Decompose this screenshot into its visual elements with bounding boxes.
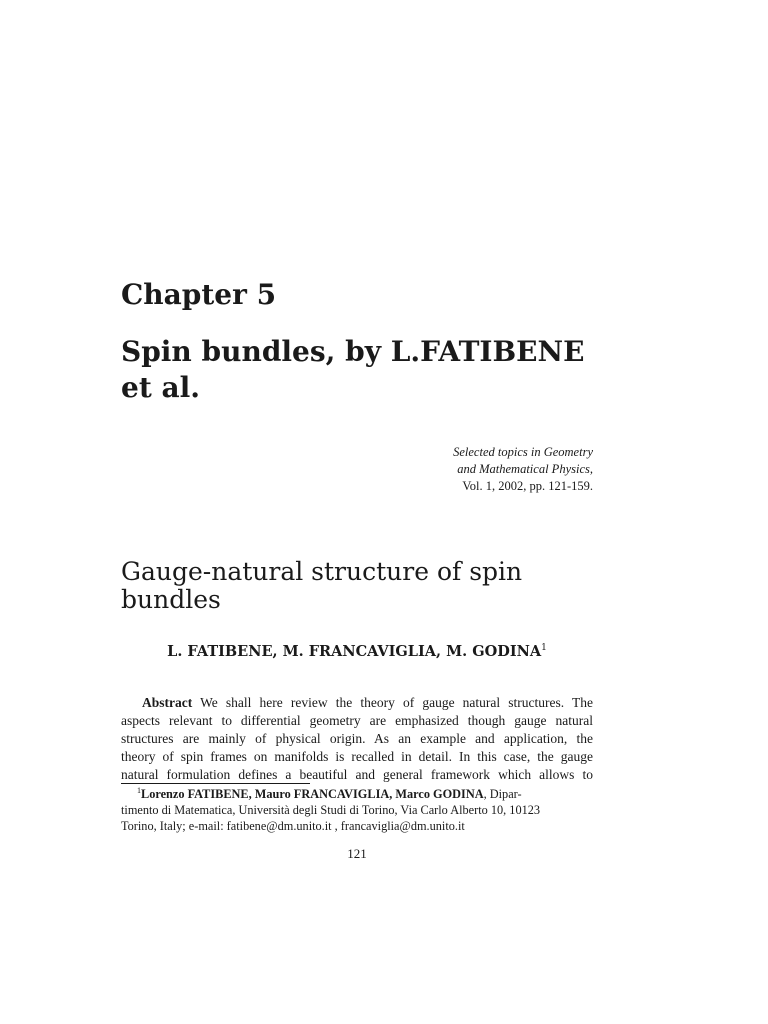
abstract-line	[121, 694, 593, 712]
abstract-line: aspects relevant to differential geometry are emphasized though gauge natural	[121, 713, 593, 728]
page-number: 121	[347, 846, 367, 861]
abstract-line: structures are mainly of physical origin. As an example and application, the	[121, 731, 593, 746]
author-names: L. FATIBENE, M. FRANCAVIGLIA, M. GODINA	[167, 643, 542, 660]
abstract	[121, 694, 593, 784]
paper-title-line: Gauge-natural structure of spin	[121, 557, 523, 586]
chapter-title-line: Spin bundles, by L.FATIBENE	[121, 335, 585, 368]
abstract-text: We shall here review the theory of gauge natural structures. The	[200, 695, 594, 710]
author-list	[121, 642, 593, 662]
source-note-line: and Mathematical Physics,	[457, 462, 593, 476]
source-note-line: Selected topics in Geometry	[453, 445, 593, 459]
chapter-label: Chapter 5	[121, 278, 277, 311]
paper-title	[121, 558, 601, 614]
source-note-line: Vol. 1, 2002, pp. 121-159.	[462, 479, 593, 493]
paper-title-line: bundles	[121, 585, 221, 614]
footnote	[121, 786, 593, 834]
footnote-mark: 1	[137, 786, 141, 795]
footnote-text: , Dipar-	[483, 787, 522, 801]
abstract-line: theory of spin frames on manifolds is recalled in detail. In this case, the gauge	[121, 749, 593, 764]
footnote-line	[121, 786, 593, 802]
chapter-title	[121, 334, 601, 406]
footnote-author-names: Lorenzo FATIBENE, Mauro FRANCAVIGLIA, Marco GODINA	[141, 787, 484, 801]
source-note	[380, 444, 593, 495]
footnote-line: Torino, Italy; e-mail: fatibene@dm.unito.it , francaviglia@dm.unito.it	[121, 819, 465, 833]
footnote-mark: 1	[541, 643, 547, 653]
abstract-line: natural formulation defines a beautiful and general framework which allows to	[121, 767, 593, 782]
abstract-heading: Abstract	[142, 695, 193, 710]
footnote-line: timento di Matematica, Università degli Studi di Torino, Via Carlo Alberto 10, 10123	[121, 803, 541, 817]
chapter-title-line: et al.	[121, 371, 201, 404]
footnote-rule	[121, 783, 310, 784]
